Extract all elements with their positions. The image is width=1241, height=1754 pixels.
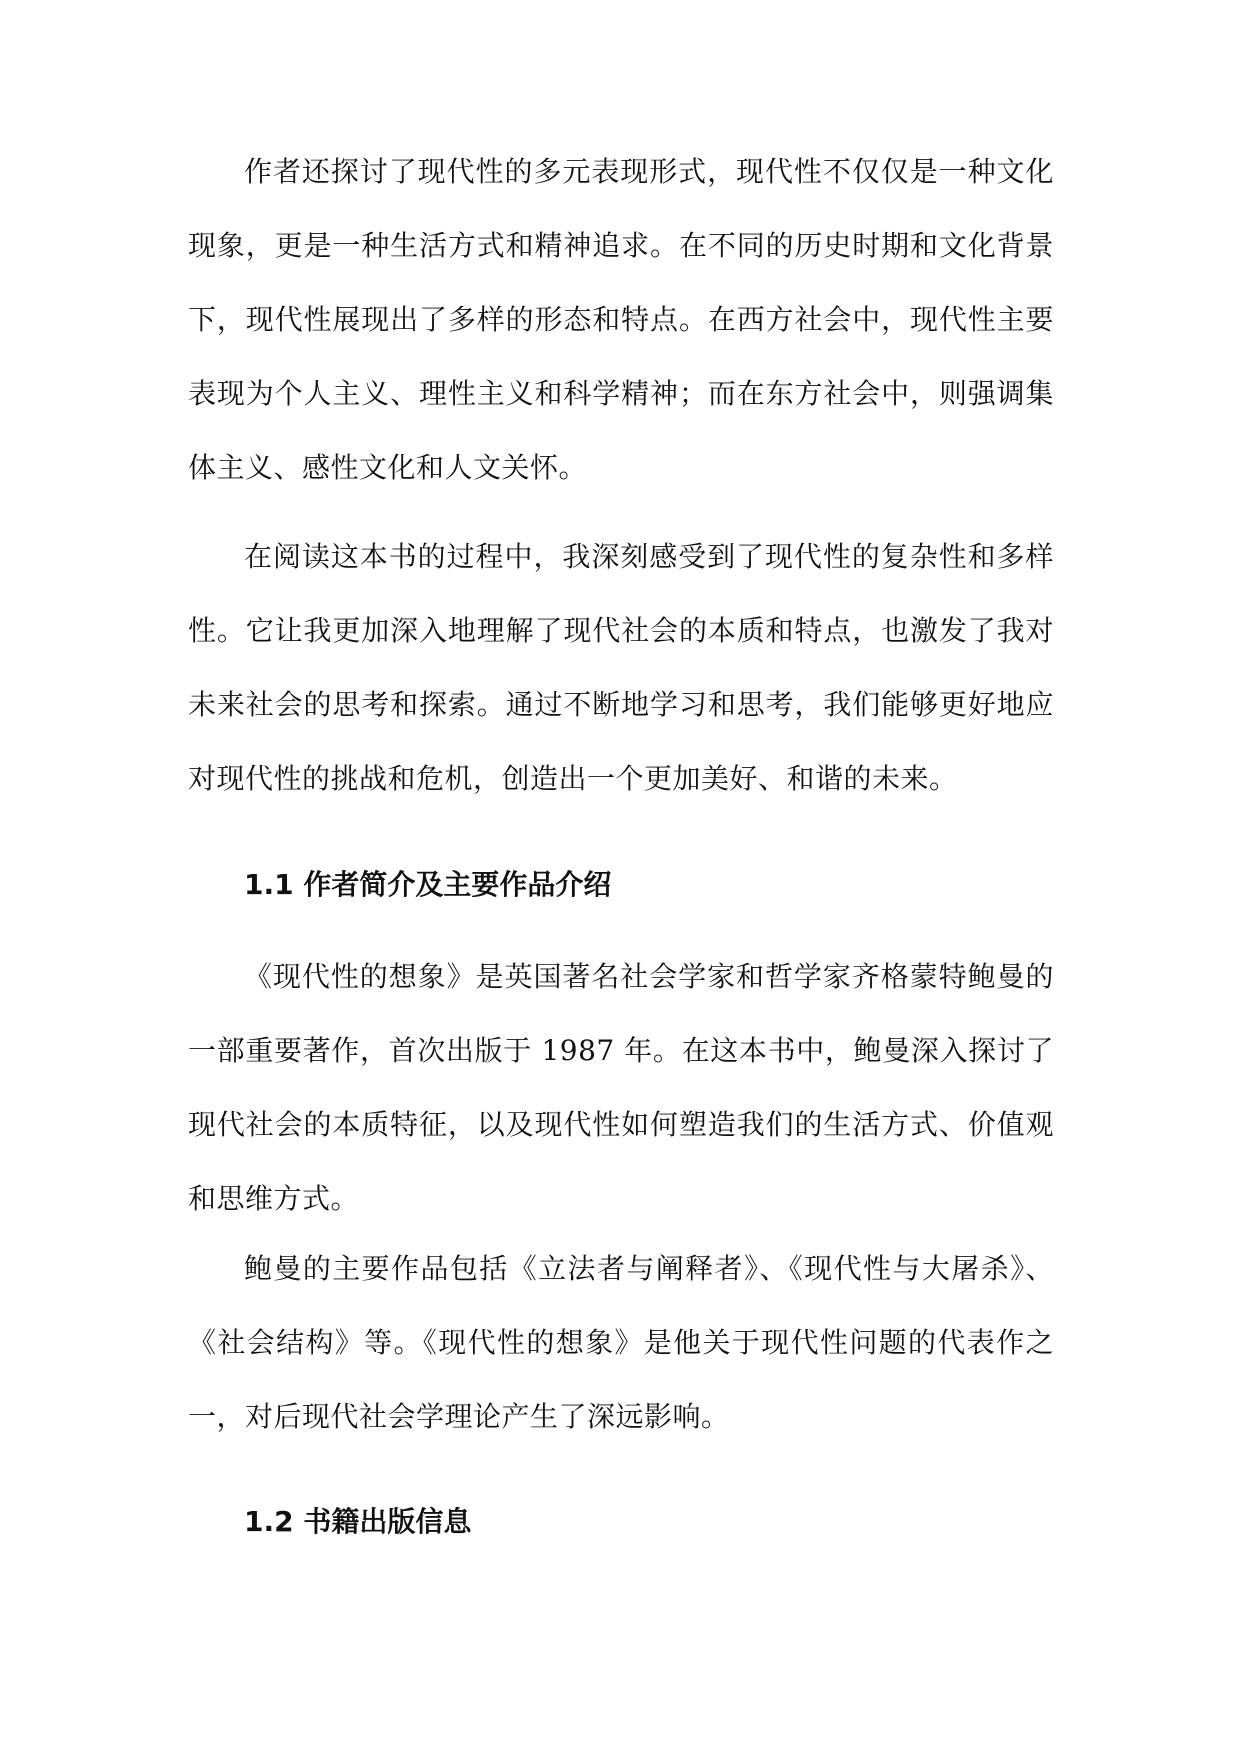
- section-heading-publication-info: 1.2 书籍出版信息: [244, 1505, 472, 1538]
- paragraph-modernity-forms: 作者还探讨了现代性的多元表现形式，现代性不仅仅是一种文化现象，更是一种生活方式和精神追求。在不同的历史时期和文化背景下，现代性展现出了多样的形态和特点。在西方社会中，现代性主要表现为个人主义、理性主义和科学精神；而在东方社会中，则强调集体主义、感性文化和人文关怀。: [188, 155, 1054, 484]
- paragraph-book-intro: 《现代性的想象》是英国著名社会学家和哲学家齐格蒙特鲍曼的一部重要著作，首次出版于 1987 年。在这本书中，鲍曼深入探讨了现代社会的本质特征，以及现代性如何塑造我们的生活方式、价值观和思维方式。: [188, 960, 1054, 1215]
- section-heading-author-intro: 1.1 作者简介及主要作品介绍: [244, 868, 612, 901]
- paragraph-reading-reflection: 在阅读这本书的过程中，我深刻感受到了现代性的复杂性和多样性。它让我更加深入地理解了现代社会的本质和特点，也激发了我对未来社会的思考和探索。通过不断地学习和思考，我们能够更好地应对现代性的挑战和危机，创造出一个更加美好、和谐的未来。: [188, 540, 1054, 795]
- paragraph-main-works: 鲍曼的主要作品包括《立法者与阐释者》、《现代性与大屠杀》、《社会结构》等。《现代性的想象》是他关于现代性问题的代表作之一，对后现代社会学理论产生了深远影响。: [188, 1252, 1054, 1433]
